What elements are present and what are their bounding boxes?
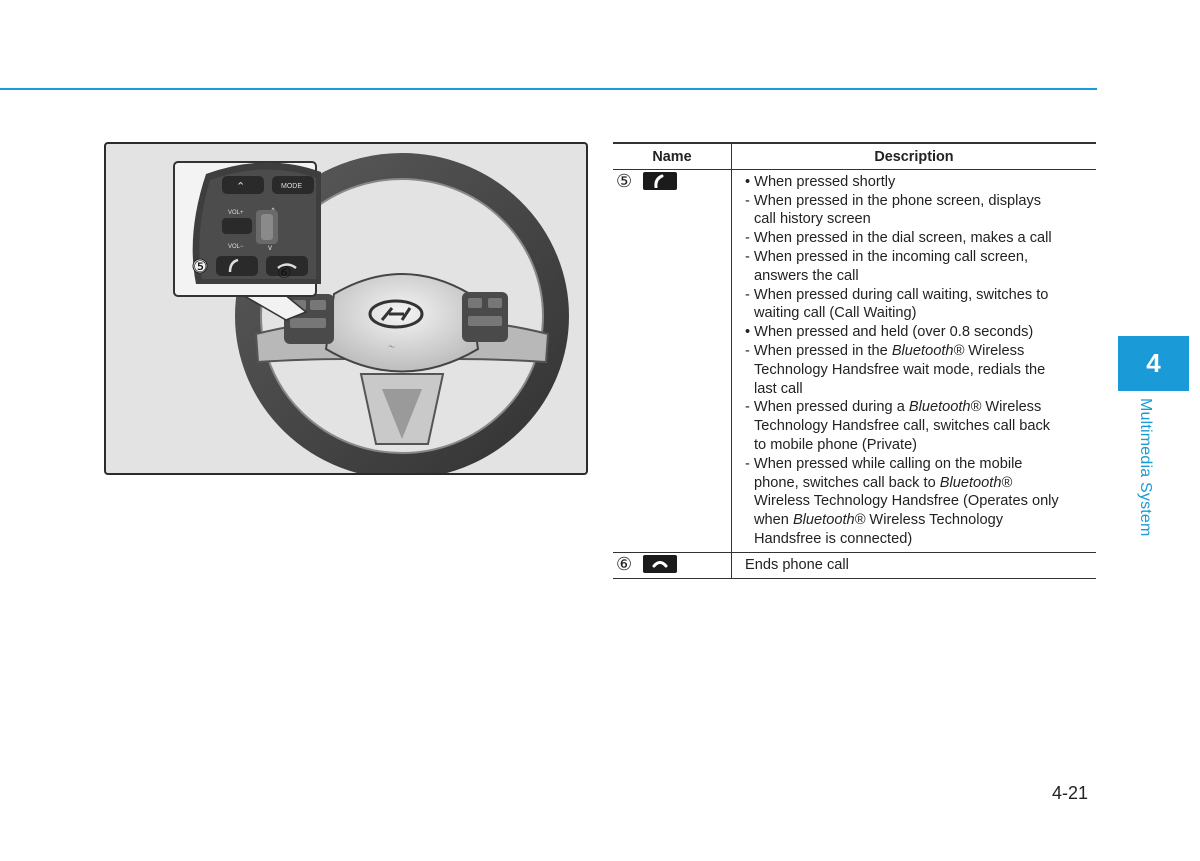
airbag-hub [326, 274, 478, 372]
header-rule [0, 88, 1097, 90]
phone-end-icon [643, 555, 677, 573]
desc-line: call history screen [754, 211, 871, 228]
header-description: Description [732, 143, 1097, 169]
chapter-title: Multimedia System [1137, 398, 1154, 537]
phone-call-icon [643, 172, 677, 190]
desc-line: Wireless Technology Handsfree (Operates only [754, 493, 1059, 510]
svg-text:v: v [268, 243, 272, 252]
row-5-description [732, 169, 1097, 552]
desc-line: • When pressed and held (over 0.8 seconds) [745, 324, 1034, 341]
table-row [613, 552, 1096, 578]
callout-5: ⑤ [193, 257, 208, 276]
desc-line: - When pressed in the Bluetooth® Wireless [745, 342, 1025, 359]
table-header-row [613, 143, 1096, 169]
desc-line: Handsfree is connected) [754, 530, 913, 547]
desc-line: answers the call [754, 267, 859, 284]
desc-line: - When pressed while calling on the mobile [745, 455, 1023, 472]
callout-6: ⑥ [277, 263, 292, 282]
desc-line: - When pressed during call waiting, switches to [745, 286, 1049, 303]
row-6-description: Ends phone call [732, 552, 1097, 578]
desc-line: Technology Handsfree wait mode, redials the [754, 361, 1046, 378]
desc-line: - When pressed in the phone screen, displays [745, 192, 1042, 209]
mode-button-label: MODE [281, 183, 302, 190]
desc-line: to mobile phone (Private) [754, 436, 918, 453]
desc-line: waiting call (Call Waiting) [754, 305, 917, 322]
table-row [613, 169, 1096, 552]
button-description-table [613, 142, 1096, 579]
desc-line: - When pressed in the incoming call screen, [745, 248, 1029, 265]
desc-line: Technology Handsfree call, switches call back [754, 418, 1051, 435]
svg-text:〜: 〜 [388, 344, 395, 351]
desc-line: last call [754, 380, 803, 397]
vol-minus-label: VOL− [228, 244, 244, 250]
chapter-tab: 4 [1118, 336, 1189, 391]
desc-line: when Bluetooth® Wireless Technology [754, 512, 1003, 529]
header-name: Name [613, 143, 732, 169]
svg-text:⌃: ⌃ [236, 181, 246, 193]
circled-number-6: ⑥ [616, 553, 633, 574]
desc-line: - When pressed during a Bluetooth® Wireless [745, 399, 1042, 416]
page-number: 4-21 [1052, 783, 1089, 803]
row-6-name [613, 552, 732, 578]
desc-line: phone, switches call back to Bluetooth® [754, 474, 1013, 491]
vol-plus-label: VOL+ [228, 210, 244, 216]
row-5-name [613, 169, 732, 552]
desc-line: • When pressed shortly [745, 173, 896, 190]
steering-wheel-illustration [104, 142, 588, 475]
desc-line: - When pressed in the dial screen, makes a call [745, 230, 1052, 247]
circled-number-5: ⑤ [616, 170, 633, 191]
